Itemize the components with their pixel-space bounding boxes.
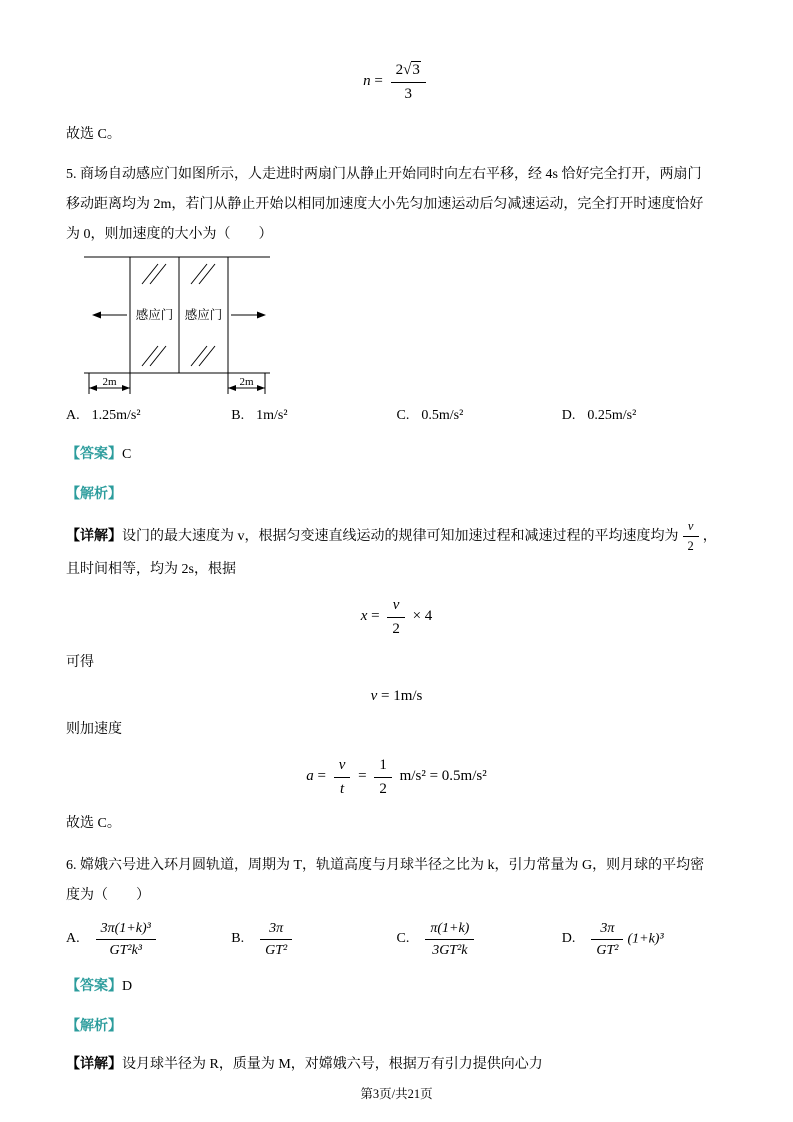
fraction-denominator: GT² bbox=[265, 943, 288, 959]
q5-stem bbox=[66, 160, 727, 250]
q5-conclusion-line: 故选 C。 bbox=[66, 815, 121, 831]
fraction-numerator: v bbox=[387, 595, 405, 618]
option-label: C. bbox=[396, 407, 410, 423]
fraction-v-over-2 bbox=[387, 595, 405, 639]
fraction-numerator bbox=[391, 60, 426, 83]
q6-answer-line bbox=[66, 972, 727, 1002]
equals-sign: = bbox=[358, 768, 367, 785]
q6-detail-line bbox=[66, 1050, 727, 1080]
conclusion-line: 故选 C。 bbox=[66, 126, 121, 142]
option-label: A. bbox=[66, 407, 80, 423]
formula-x-tail: × 4 bbox=[412, 607, 433, 624]
q5-option-c bbox=[397, 408, 562, 424]
fraction-denominator: 2 bbox=[687, 539, 694, 554]
option-label: D. bbox=[561, 931, 576, 947]
fraction-numerator: 1 bbox=[374, 755, 392, 778]
answer-value: C bbox=[122, 446, 132, 462]
option-suffix: (1+k)³ bbox=[627, 931, 664, 947]
fraction-denominator: 2 bbox=[392, 620, 400, 637]
option-label: A. bbox=[66, 931, 80, 947]
option-fraction bbox=[96, 919, 156, 960]
option-fraction bbox=[425, 919, 474, 960]
option-fraction bbox=[591, 919, 623, 960]
fraction-2root3-over-3 bbox=[391, 60, 426, 104]
q5-options bbox=[66, 408, 727, 424]
option-value: 1m/s² bbox=[256, 407, 288, 423]
door-label-left: 感应门 bbox=[135, 307, 174, 322]
q6-stem-line-1: 6. 嫦娥六号进入环月圆轨道，周期为 T，轨道高度与月球半径之比为 k，引力常量为 G，则月球的平均密 bbox=[66, 857, 705, 873]
option-label: C. bbox=[396, 931, 410, 947]
dim-label-left: 2m bbox=[102, 375, 117, 388]
q5-stem-line-2: 移动距离均为 2m，若门从静止开始以相同加速度大小先匀加速运动后匀减速运动，完全打开时速度恰好 bbox=[66, 196, 704, 212]
q5-stem-line-1: 5. 商场自动感应门如图所示，人走进时两扇门从静止开始同时向左右平移，经 4s 恰好完全打开，两扇门 bbox=[66, 166, 702, 182]
q5-answer-line bbox=[66, 440, 727, 470]
detail-text: 设月球半径为 R，质量为 M，对嫦娥六号，根据万有引力提供向心力 bbox=[122, 1056, 543, 1072]
option-value: 0.5m/s² bbox=[421, 407, 464, 423]
radical-sign: √ bbox=[403, 62, 412, 78]
option-label: B. bbox=[231, 407, 245, 423]
formula-x-lhs: x bbox=[360, 607, 368, 624]
q5-option-a bbox=[66, 408, 231, 424]
detail-label: 【详解】 bbox=[66, 528, 122, 544]
q5-kede-line: 可得 bbox=[66, 655, 94, 671]
fraction-numerator: v bbox=[683, 518, 699, 538]
q6-option-c bbox=[397, 919, 562, 960]
answer-value: D bbox=[122, 978, 133, 994]
arrow-right-icon bbox=[231, 311, 266, 318]
formula-a-tail: = 0.5m/s² bbox=[429, 768, 487, 785]
fraction-denominator: 3 bbox=[404, 85, 412, 102]
detail-label: 【详解】 bbox=[66, 1056, 122, 1072]
fraction-numerator: 3π bbox=[260, 919, 292, 941]
q6-analysis-line bbox=[66, 1012, 727, 1042]
q5-detail-line-2: 且时间相等，均为 2s，根据 bbox=[66, 561, 236, 577]
q6-option-a bbox=[66, 919, 231, 960]
q6-option-d bbox=[562, 919, 727, 960]
arrow-left-icon bbox=[92, 311, 127, 318]
formula-v-value: 1m/s bbox=[393, 688, 423, 705]
equals-sign: = bbox=[381, 688, 390, 705]
option-value: 1.25m/s² bbox=[91, 407, 141, 423]
formula-n bbox=[66, 60, 727, 104]
fraction-denominator: GT²k³ bbox=[109, 943, 142, 959]
q6-option-b bbox=[231, 919, 396, 960]
formula-a bbox=[66, 755, 727, 799]
door-label-right: 感应门 bbox=[184, 307, 223, 322]
formula-n-lhs: n bbox=[363, 73, 371, 90]
q5-stem-line-3: 为 0，则加速度的大小为（ ） bbox=[66, 226, 273, 242]
coefficient: 2 bbox=[395, 62, 404, 78]
fraction-denominator: 2 bbox=[379, 781, 387, 797]
detail-tail: ， bbox=[702, 528, 717, 544]
equals-sign: = bbox=[317, 768, 326, 785]
inline-fraction-v-over-2 bbox=[683, 518, 699, 555]
fraction-denominator: t bbox=[340, 781, 345, 797]
q6-stem-line-2: 度为（ ） bbox=[66, 887, 150, 903]
fraction-numerator: 3π bbox=[591, 919, 623, 941]
analysis-label: 【解析】 bbox=[66, 1018, 122, 1034]
formula-v-lhs: v bbox=[370, 688, 378, 705]
formula-x bbox=[66, 595, 727, 639]
fraction-numerator: 3π(1+k)³ bbox=[96, 919, 156, 941]
q5-analysis-line bbox=[66, 480, 727, 510]
fraction-1-over-2 bbox=[374, 755, 392, 799]
option-value: 0.25m/s² bbox=[587, 407, 637, 423]
equals-sign: = bbox=[374, 73, 383, 90]
formula-a-unit: m/s² bbox=[399, 768, 426, 785]
q6-options bbox=[66, 919, 727, 960]
fraction-denominator: GT² bbox=[596, 943, 619, 959]
q5-figure bbox=[84, 254, 727, 398]
dim-label-right: 2m bbox=[239, 375, 254, 388]
formula-v bbox=[66, 688, 727, 705]
q5-then-line: 则加速度 bbox=[66, 722, 122, 738]
q5-option-b bbox=[231, 408, 396, 424]
detail-text: 设门的最大速度为 v，根据匀变速直线运动的规律可知加速过程和减速过程的平均速度均为 bbox=[122, 528, 679, 544]
option-label: B. bbox=[231, 931, 245, 947]
fraction-denominator: 3GT²k bbox=[432, 943, 468, 959]
fraction-v-over-t bbox=[334, 755, 351, 799]
q5-detail-line-1 bbox=[66, 518, 727, 555]
door-diagram bbox=[84, 254, 270, 398]
page-footer: 第3页/共21页 bbox=[360, 1087, 433, 1101]
equals-sign: = bbox=[371, 607, 380, 624]
q6-stem bbox=[66, 851, 727, 911]
option-label: D. bbox=[561, 407, 576, 423]
fraction-numerator: v bbox=[334, 755, 351, 778]
answer-label: 【答案】 bbox=[66, 446, 122, 462]
fraction-numerator: π(1+k) bbox=[425, 919, 474, 941]
answer-label: 【答案】 bbox=[66, 978, 122, 994]
formula-a-lhs: a bbox=[306, 768, 314, 785]
option-fraction bbox=[260, 919, 292, 960]
q5-option-d bbox=[562, 408, 727, 424]
analysis-label: 【解析】 bbox=[66, 486, 122, 502]
radicand: 3 bbox=[412, 62, 420, 78]
